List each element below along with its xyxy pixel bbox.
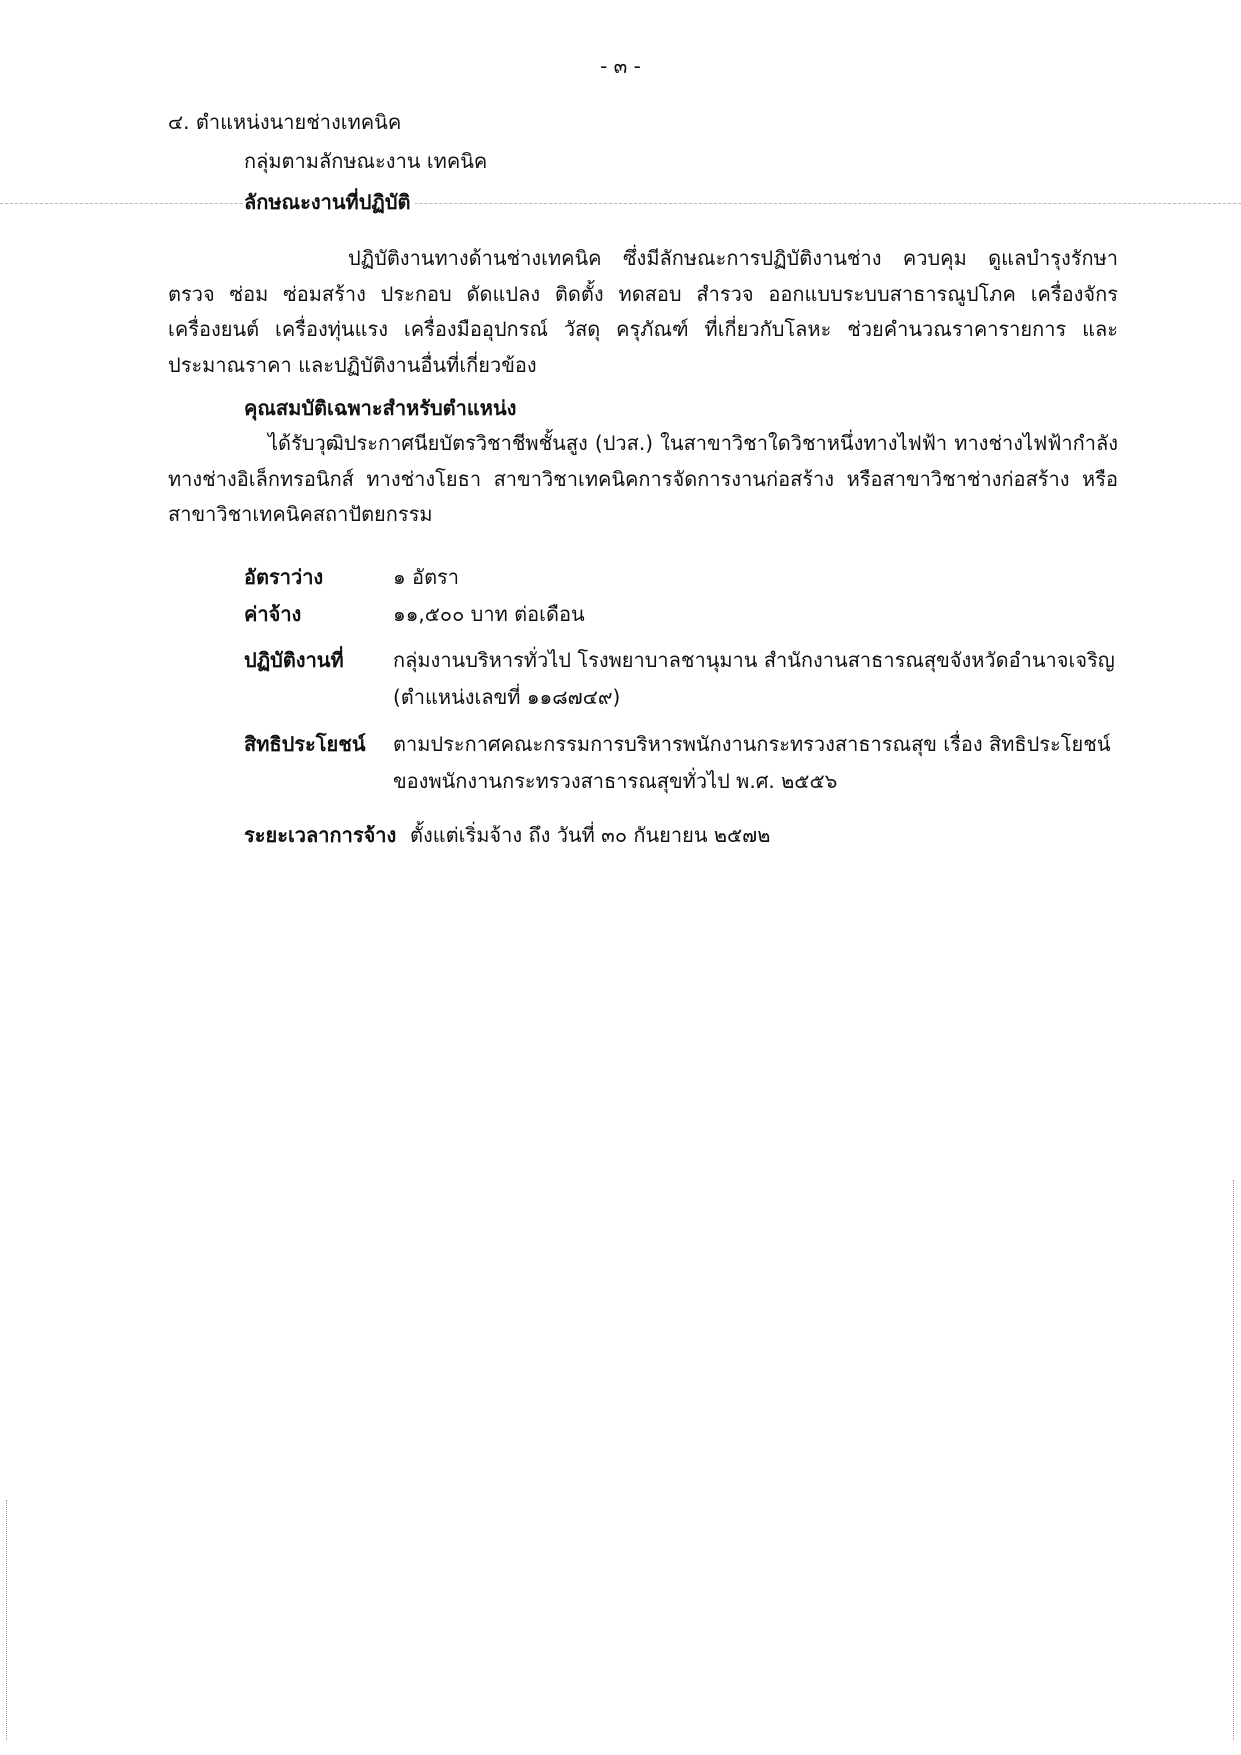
period-value: ตั้งแต่เริ่มจ้าง ถึง วันที่ ๓๐ กันยายน ๒๕๗๒ [410,823,771,847]
qualifications-paragraph [168,426,1118,533]
scan-artifact-line [0,203,1241,204]
page-number: - ๓ - [600,54,641,78]
qualifications-text: ได้รับวุฒิประกาศนียบัตรวิชาชีพชั้นสูง (ปวส.) ในสาขาวิชาใดวิชาหนึ่งทางไฟฟ้า ทางช่างไฟฟ้ากำลัง ทางช่างอิเล็กทรอนิกส์ ทางช่างโยธา สาขาวิชาเทคนิคการจัดการงานก่อสร้าง หรือสาขาวิชาช่างก่อสร้าง หรือ สาขาวิชาเทคนิคสถาปัตยกรรม [168,431,1118,526]
position-group: กลุ่มตามลักษณะงาน เทคนิค [244,149,488,173]
position-heading: ๔. ตำแหน่งนายช่างเทคนิค [168,110,402,134]
qualifications-heading: คุณสมบัติเฉพาะสำหรับตำแหน่ง [244,396,517,420]
duties-paragraph [168,241,1118,383]
wage-label: ค่าจ้าง [244,602,302,626]
duties-text: ปฏิบัติงานทางด้านช่างเทคนิค ซึ่งมีลักษณะการปฏิบัติงานช่าง ควบคุม ดูแลบำรุงรักษา ตรวจ ซ่อม ซ่อมสร้าง ประกอบ ดัดแปลง ติดตั้ง ทดสอบ สำรวจ ออกแบบระบบสาธารณูปโภค เครื่องจักร เครื่องยนต์ เครื่องทุ่นแรง เครื่องมืออุปกรณ์ วัสดุ ครุภัณฑ์ ที่เกี่ยวกับโลหะ ช่วยคำนวณราคารายการ และประมาณราคา และปฏิบัติงานอื่นที่เกี่ยวข้อง [168,246,1118,377]
scan-edge-mark [6,1500,8,1740]
benefits-label: สิทธิประโยชน์ [244,732,366,756]
period-label: ระยะเวลาการจ้าง [244,823,397,847]
vacancy-label: อัตราว่าง [244,565,324,589]
workplace-line-2: (ตำแหน่งเลขที่ ๑๑๘๗๔๙) [393,685,621,709]
workplace-line-1: กลุ่มงานบริหารทั่วไป โรงพยาบาลชานุมาน สำนักงานสาธารณสุขจังหวัดอำนาจเจริญ [393,648,1115,672]
wage-value: ๑๑,๕๐๐ บาท ต่อเดือน [393,602,585,626]
benefits-line-2: ของพนักงานกระทรวงสาธารณสุขทั่วไป พ.ศ. ๒๕๕๖ [393,769,838,793]
duties-heading: ลักษณะงานที่ปฏิบัติ [244,188,415,216]
workplace-label: ปฏิบัติงานที่ [244,648,344,672]
scan-edge-mark [1233,1180,1235,1740]
benefits-line-1: ตามประกาศคณะกรรมการบริหารพนักงานกระทรวงสาธารณสุข เรื่อง สิทธิประโยชน์ [393,732,1111,756]
vacancy-value: ๑ อัตรา [393,565,460,589]
